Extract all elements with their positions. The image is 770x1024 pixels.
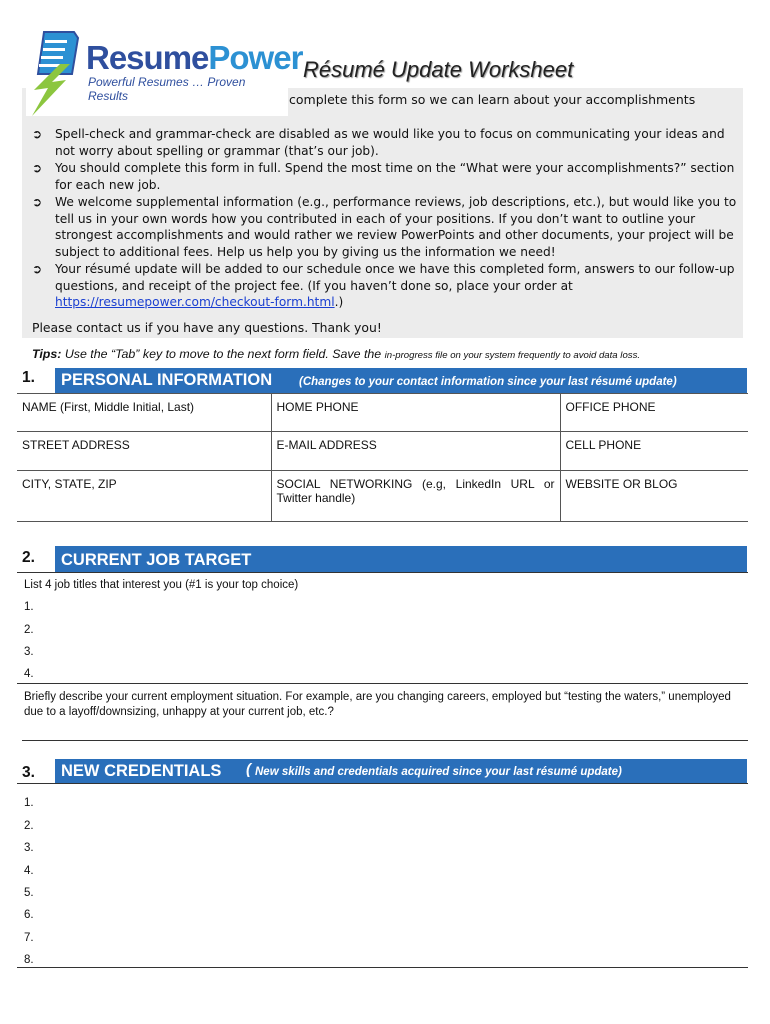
arrow-bullet-icon: ➲ xyxy=(32,195,43,209)
cell-phone-field[interactable]: CELL PHONE xyxy=(560,432,748,471)
job-title-4-field[interactable]: 4. xyxy=(24,668,34,680)
divider xyxy=(17,967,748,968)
section2-header xyxy=(55,546,747,572)
divider xyxy=(17,683,748,684)
credential-5-field[interactable]: 5. xyxy=(24,887,34,899)
credential-6-field[interactable]: 6. xyxy=(24,909,34,921)
instruction-item xyxy=(32,160,737,193)
instruction-item xyxy=(32,126,737,159)
page-title: Résumé Update Worksheet xyxy=(303,57,574,82)
home-phone-field[interactable]: HOME PHONE xyxy=(271,394,560,432)
arrow-bullet-icon: ➲ xyxy=(32,127,43,141)
employment-situation-prompt: Briefly describe your current employment situation. For example, are you changing careers, employed but “testing the waters,” unemployed due to a layoff/downsizing, unhappy at your current job, etc.? xyxy=(24,691,731,718)
section3-number: 3. xyxy=(22,764,35,781)
brand-name xyxy=(86,41,302,74)
credential-3-field[interactable]: 3. xyxy=(24,842,34,854)
tips-line xyxy=(32,347,640,361)
instruction-list xyxy=(32,126,737,312)
credential-7-field[interactable]: 7. xyxy=(24,932,34,944)
credential-8-field[interactable]: 8. xyxy=(24,954,34,966)
instruction-text: We welcome supplemental information (e.g., performance reviews, job descriptions, etc.), but would like you to tell us in your own words how you contributed in each of your positions. If you don’t want to outline your strongest accomplishments and would rather we review PowerPoints and other documents, your project will be subject to additional fees. Help us help you by giving us the information we need! xyxy=(55,195,737,259)
instruction-text-end: .) xyxy=(334,295,344,309)
section3-paren: ( xyxy=(246,761,251,778)
credential-2-field[interactable]: 2. xyxy=(24,820,34,832)
divider xyxy=(17,572,748,573)
contact-note: Please contact us if you have any questions. Thank you! xyxy=(32,320,382,335)
resumepower-logo xyxy=(26,28,303,116)
table-row xyxy=(17,394,748,432)
arrow-bullet-icon: ➲ xyxy=(32,262,43,276)
section1-subheading: (Changes to your contact information since your last résumé update) xyxy=(299,376,677,388)
intro-first-line: complete this form so we can learn about your accomplishments xyxy=(289,92,696,107)
credential-1-field[interactable]: 1. xyxy=(24,797,34,809)
section3-header xyxy=(55,759,747,783)
street-address-field[interactable]: STREET ADDRESS xyxy=(17,432,271,471)
instruction-item xyxy=(32,194,737,260)
job-title-1-field[interactable]: 1. xyxy=(24,601,34,613)
credential-4-field[interactable]: 4. xyxy=(24,865,34,877)
checkout-link[interactable]: https://resumepower.com/checkout-form.html xyxy=(55,295,335,309)
personal-info-table xyxy=(17,393,748,522)
instruction-item xyxy=(32,261,737,311)
job-title-2-field[interactable]: 2. xyxy=(24,624,34,636)
tips-label: Tips: xyxy=(32,347,62,361)
city-state-zip-field[interactable]: CITY, STATE, ZIP xyxy=(17,471,271,522)
arrow-bullet-icon: ➲ xyxy=(32,161,43,175)
section1-header xyxy=(55,368,747,393)
section2-heading: CURRENT JOB TARGET xyxy=(61,551,252,569)
instruction-text: You should complete this form in full. Spend the most time on the “What were your accomplishments?” section for each new job. xyxy=(55,161,735,192)
social-networking-field[interactable]: SOCIAL NETWORKING (e.g, LinkedIn URL or Twitter handle) xyxy=(271,471,560,522)
divider xyxy=(17,783,748,784)
table-row xyxy=(17,432,748,471)
brand-part1: Resume xyxy=(86,39,209,76)
employment-situation-field[interactable] xyxy=(22,740,748,741)
name-field[interactable]: NAME (First, Middle Initial, Last) xyxy=(17,394,271,432)
job-target-instruction: List 4 job titles that interest you (#1 is your top choice) xyxy=(24,579,299,591)
tips-small-text: in-progress file on your system frequently to avoid data loss. xyxy=(384,350,641,361)
website-blog-field[interactable]: WEBSITE OR BLOG xyxy=(560,471,748,522)
office-phone-field[interactable]: OFFICE PHONE xyxy=(560,394,748,432)
job-title-3-field[interactable]: 3. xyxy=(24,646,34,658)
section1-number: 1. xyxy=(22,369,35,386)
tips-text: Use the “Tab” key to move to the next form field. Save the xyxy=(61,347,385,361)
section3-subheading: New skills and credentials acquired since your last résumé update) xyxy=(255,766,622,778)
brand-part2: Power xyxy=(208,39,303,76)
brand-tagline: Powerful Resumes … Proven Results xyxy=(88,75,246,103)
instruction-text: Your résumé update will be added to our schedule once we have this completed form, answers to our follow-up questions, and receipt of the project fee. (If you haven’t done so, place your order at xyxy=(55,262,735,293)
table-row xyxy=(17,471,748,522)
instruction-text: Spell-check and grammar-check are disabled as we would like you to focus on communicating your ideas and not worry about spelling or grammar (that’s our job). xyxy=(55,127,725,158)
section3-heading: NEW CREDENTIALS xyxy=(61,762,222,780)
email-address-field[interactable]: E-MAIL ADDRESS xyxy=(271,432,560,471)
section2-number: 2. xyxy=(22,549,35,566)
section1-heading: PERSONAL INFORMATION xyxy=(61,371,273,389)
